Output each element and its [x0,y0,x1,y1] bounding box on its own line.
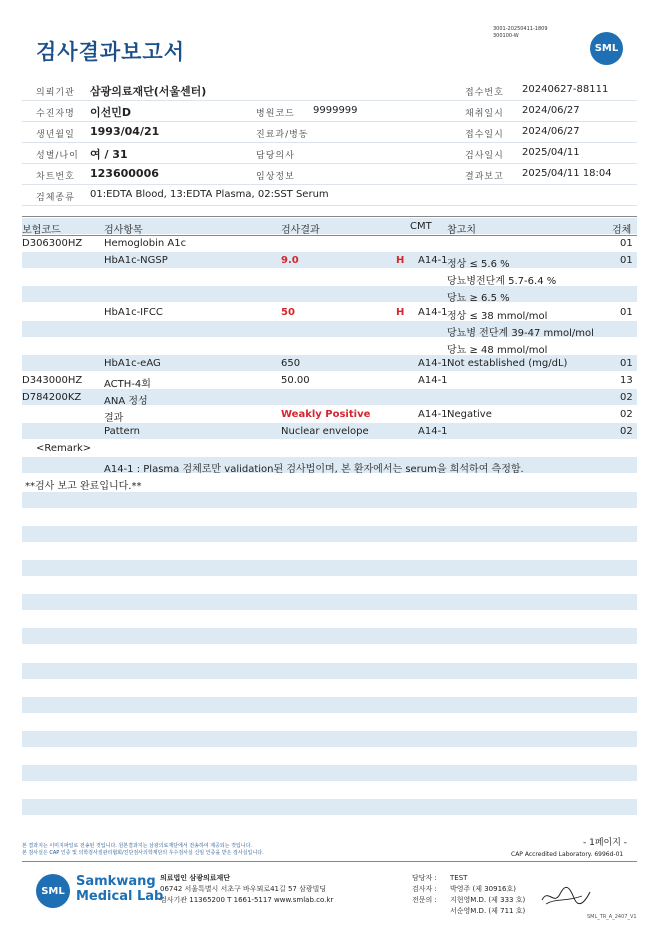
staff-label: 전문의 : [412,896,437,904]
staff-label: 검사자 : [412,885,437,893]
column-header-result: 검사결과 [281,225,320,236]
cell-cmt: A14-1 [418,255,448,266]
header-value: 1993/04/21 [90,125,160,138]
header-label: 접수번호 [465,88,504,98]
table-band [22,765,637,781]
page-title: 검사결과보고서 [36,40,186,64]
column-header-specimen: 검체 [612,225,632,236]
header-value: 여 / 31 [90,148,128,161]
cap-accreditation: CAP Accredited Laboratory. 6996d-01 [511,851,624,858]
header-label: 병원코드 [256,109,295,119]
header-row [22,80,637,101]
cell-specimen: 02 [620,426,633,437]
header-row [22,164,637,185]
header-value: 2024/06/27 [522,126,580,137]
cell-specimen: 13 [620,375,633,386]
header-label: 검체종류 [36,193,75,203]
staff-values [450,873,525,917]
staff-labels [412,873,437,917]
cell-insurance-code: D784200KZ [22,392,82,403]
org-address: 06742 서울특별시 서초구 바우뫼로41길 57 삼광빌딩 [160,885,327,893]
form-code: SML_TR_A_2407_V1 [587,914,637,920]
cell-test-item: 결과 [104,413,124,424]
header-row [22,122,637,143]
header-value: 삼광의료재단(서울센터) [90,85,207,98]
staff-value: 지현영M.D. (제 333 호) [450,896,526,904]
column-header-code: 보험코드 [22,225,61,236]
document-code [493,26,548,40]
footer-divider [22,861,637,862]
cell-cmt: A14-1 [418,426,448,437]
cell-specimen: 01 [620,255,633,266]
cell-insurance-code: D343000HZ [22,375,83,386]
header-label: 담당의사 [256,151,295,161]
cell-test-item: HbA1c-IFCC [104,307,163,318]
cell-reference: Negative [447,409,492,420]
cell-result: 50 [281,307,295,318]
header-label: 채취일시 [465,109,504,119]
cell-cmt: A14-1 [418,375,448,386]
staff-label [412,906,437,917]
org-name: 의료법인 삼광의료재단 [160,874,231,882]
page-number: - 1페이지 - [583,838,628,848]
column-header-cmt: CMT [410,221,432,232]
cell-cmt: A14-1 [418,307,448,318]
table-band [22,560,637,576]
cell-specimen: 01 [620,358,633,369]
column-header-reference: 참고치 [447,225,476,236]
sml-logo-footer: SML [36,874,70,908]
staff-value: TEST [450,874,468,882]
header-value: 20240627-88111 [522,84,609,95]
header-value: 2025/04/11 [522,147,580,158]
cell-reference: Not established (mg/dL) [447,358,568,369]
brand-name-line: Samkwang [76,874,156,889]
header-label: 임상정보 [256,172,295,182]
header-label: 진료과/병동 [256,130,309,140]
footer-note-line: 본 결과지는 이미지파일로 전송된 것입니다. 원본결과지는 삼광의료재단에서 전송하여 제공되는 것입니다. [22,843,253,849]
cell-insurance-code: D306300HZ [22,238,83,249]
cell-reference: 당뇨병전단계 5.7-6.4 % [447,276,557,287]
cell-test-item: Pattern [104,426,140,437]
header-label: 성별/나이 [36,151,79,161]
header-row [22,185,637,206]
table-band [22,594,637,610]
cell-specimen: 02 [620,392,633,403]
cell-specimen: 01 [620,307,633,318]
header-label: 결과보고 [465,172,504,182]
table-band [22,492,637,508]
cell-specimen: 01 [620,238,633,249]
table-divider [22,216,637,217]
staff-value: 서순영M.D. (제 711 호) [450,907,526,915]
cell-flag: H [396,307,405,318]
org-contact: 검사기관 11365200 T 1661-5117 www.smlab.co.kr [160,896,334,904]
header-value: 9999999 [313,105,358,116]
header-value: 2024/06/27 [522,105,580,116]
header-label: 수진자명 [36,109,75,119]
cell-result: Weakly Positive [281,409,371,420]
cell-result: Nuclear envelope [281,426,369,437]
document-code-line: 3001-20250411-1809 [493,26,548,32]
organization-info [160,873,333,906]
table-band [22,526,637,542]
signature-icon [540,884,592,908]
footer-note-line: 본 검사실은 CAP 인증 및 의학검사질관리협회/진단검사의학재단의 우수검사실 신임 인증을 받은 검사실입니다. [22,850,264,856]
staff-label: 담당자 : [412,874,437,882]
header-value: 123600006 [90,167,159,180]
table-band [22,628,637,644]
column-header-item: 검사항목 [104,225,143,236]
cell-specimen: 02 [620,409,633,420]
cell-reference: 당뇨 ≥ 6.5 % [447,293,510,304]
cell-reference: 당뇨병 전단계 39-47 mmol/mol [447,328,594,339]
table-band [22,286,637,302]
header-label: 생년월일 [36,130,75,140]
document-code-line: 300100-W [493,33,519,39]
brand-name-line: Medical Lab [76,889,164,904]
table-band [22,731,637,747]
cell-result: 50.00 [281,375,310,386]
cell-result: 9.0 [281,255,299,266]
cell-flag: H [396,255,405,266]
footer-note [22,843,264,857]
cell-result: 650 [281,358,301,369]
remark-label: <Remark> [36,443,92,454]
header-value: 이선민D [90,106,132,119]
header-label: 의뢰기관 [36,88,75,98]
table-band [22,663,637,679]
cell-test-item: Hemoglobin A1c [104,238,187,249]
header-row [22,101,637,122]
header-label: 접수일시 [465,130,504,140]
cell-test-item: HbA1c-NGSP [104,255,168,266]
header-value: 2025/04/11 18:04 [522,168,612,179]
header-label: 차트번호 [36,172,75,182]
cell-reference: 정상 ≤ 5.6 % [447,259,510,270]
completion-message: **검사 보고 완료입니다.** [25,481,142,492]
header-label: 검사일시 [465,151,504,161]
cell-test-item: HbA1c-eAG [104,358,161,369]
cell-cmt: A14-1 [418,409,448,420]
header-row [22,143,637,164]
sml-logo: SML [590,32,623,65]
remark-text: A14-1 : Plasma 검체로만 validation된 검사법이며, 본 환자에서는 serum을 희석하여 측정함. [104,464,524,475]
table-band [22,799,637,815]
cell-reference: 당뇨 ≥ 48 mmol/mol [447,345,548,356]
cell-test-item: ANA 정성 [104,396,148,407]
staff-value: 박영주 (제 30916호) [450,885,516,893]
cell-reference: 정상 ≤ 38 mmol/mol [447,311,548,322]
brand-name [76,874,163,904]
header-value: 01:EDTA Blood, 13:EDTA Plasma, 02:SST Serum [90,189,329,200]
cell-cmt: A14-1 [418,358,448,369]
table-band [22,697,637,713]
cell-test-item: ACTH-4회 [104,379,151,390]
